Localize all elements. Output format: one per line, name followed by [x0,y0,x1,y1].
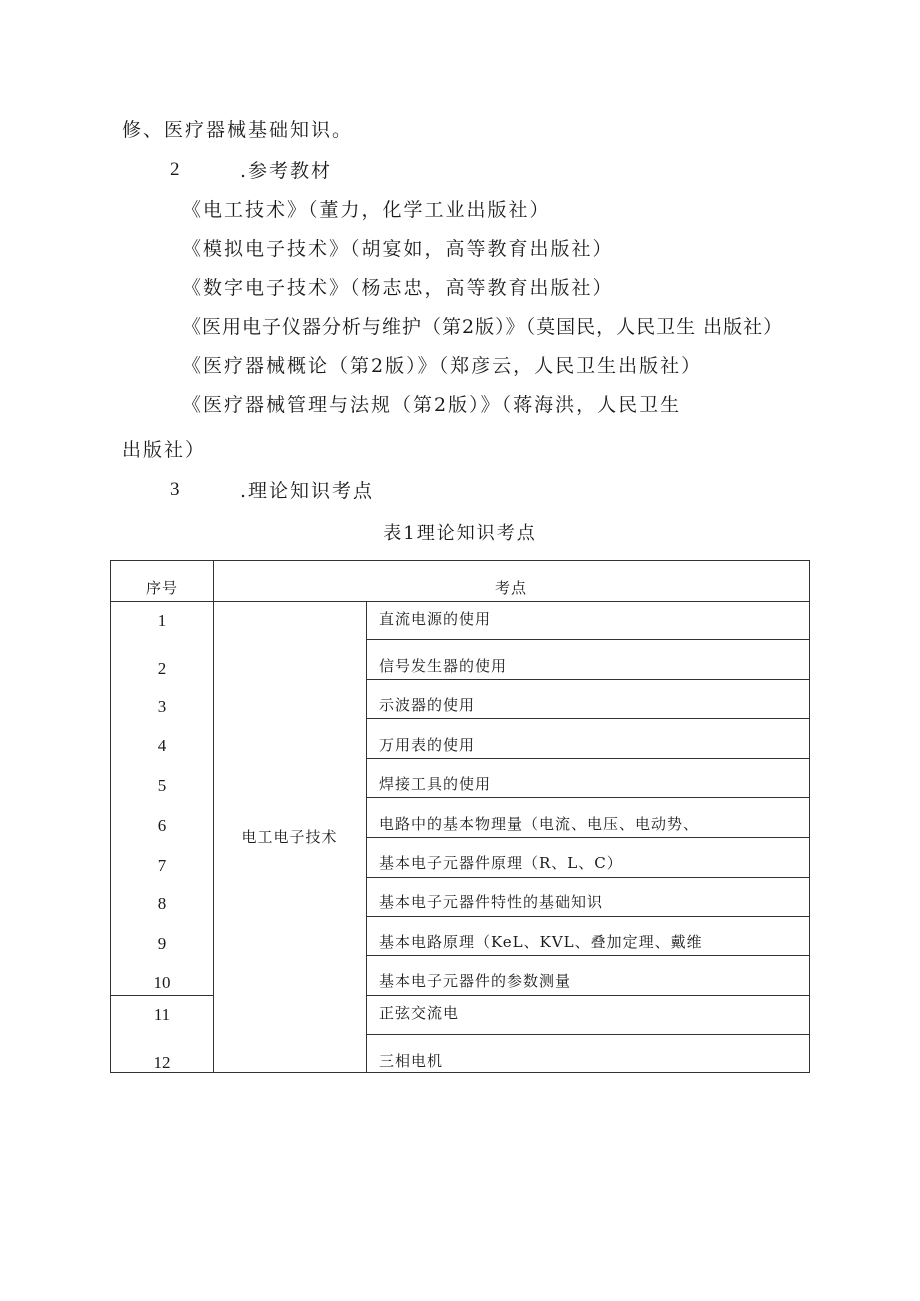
row-seq: 4 [157,736,167,755]
row-point: 焊接工具的使用 [379,775,492,793]
row-point: 三相电机 [379,1052,444,1070]
row-seq: 11 [153,1005,171,1024]
row-seq: 7 [157,856,167,875]
row-seq: 1 [157,611,167,630]
row-point: 基本电子元器件的参数测量 [379,972,572,990]
row-point: 示波器的使用 [379,696,476,714]
book-item-continuation: 出版社） [122,439,207,461]
row-point: 基本电子元器件原理（R、L、C） [379,854,623,872]
book-item: 《医疗器械概论（第2版）》（郑彦云，人民卫生出版社） [182,355,703,377]
row-divider [366,758,809,759]
row-divider [366,955,809,956]
row-seq: 6 [157,816,167,835]
row-point: 信号发生器的使用 [379,657,508,675]
row-point: 万用表的使用 [379,736,476,754]
row-seq: 10 [153,973,171,992]
row-seq: 3 [157,697,167,716]
section-heading: .参考教材 [240,160,333,182]
row-point: 正弦交流电 [379,1004,460,1022]
row-point: 基本电路原理（KeL、KVL、叠加定理、戴维 [379,933,703,951]
row-point: 直流电源的使用 [379,610,492,628]
table-caption: 表1理论知识考点 [383,523,537,544]
column-divider [213,561,214,1073]
row-seq: 2 [157,659,167,678]
book-item: 《医用电子仪器分析与维护（第2版）》（莫国民，人民卫生 出版社） [182,316,784,338]
paragraph-line: 修、医疗器械基础知识。 [122,119,354,141]
row-seq: 9 [157,934,167,953]
row-divider [111,995,213,996]
row-divider [366,797,809,798]
row-divider [366,916,809,917]
section-number: 2 [170,159,180,180]
row-point: 电路中的基本物理量（电流、电压、电动势、 [379,815,700,833]
row-divider [366,877,809,878]
section-number: 3 [170,479,180,500]
book-item: 《数字电子技术》（杨志忠，高等教育出版社） [182,277,614,299]
row-divider [366,995,809,996]
row-seq: 5 [157,776,167,795]
header-points: 考点 [494,579,527,597]
book-item: 《医疗器械管理与法规（第2版）》（蒋海洪，人民卫生 [182,394,682,416]
row-divider [366,679,809,680]
row-seq: 12 [153,1053,171,1072]
row-seq: 8 [157,894,167,913]
book-item: 《电工技术》（董力，化学工业出版社） [182,199,551,221]
row-divider [111,601,809,602]
row-point: 基本电子元器件特性的基础知识 [379,893,604,911]
book-item: 《模拟电子技术》（胡宴如，高等教育出版社） [182,238,614,260]
category-cell: 电工电子技术 [241,828,338,846]
row-divider [366,639,809,640]
section-heading: .理论知识考点 [240,480,375,502]
row-divider [366,718,809,719]
row-divider [366,837,809,838]
header-seq: 序号 [145,579,178,597]
row-divider [366,1034,809,1035]
exam-points-table [110,560,810,1073]
